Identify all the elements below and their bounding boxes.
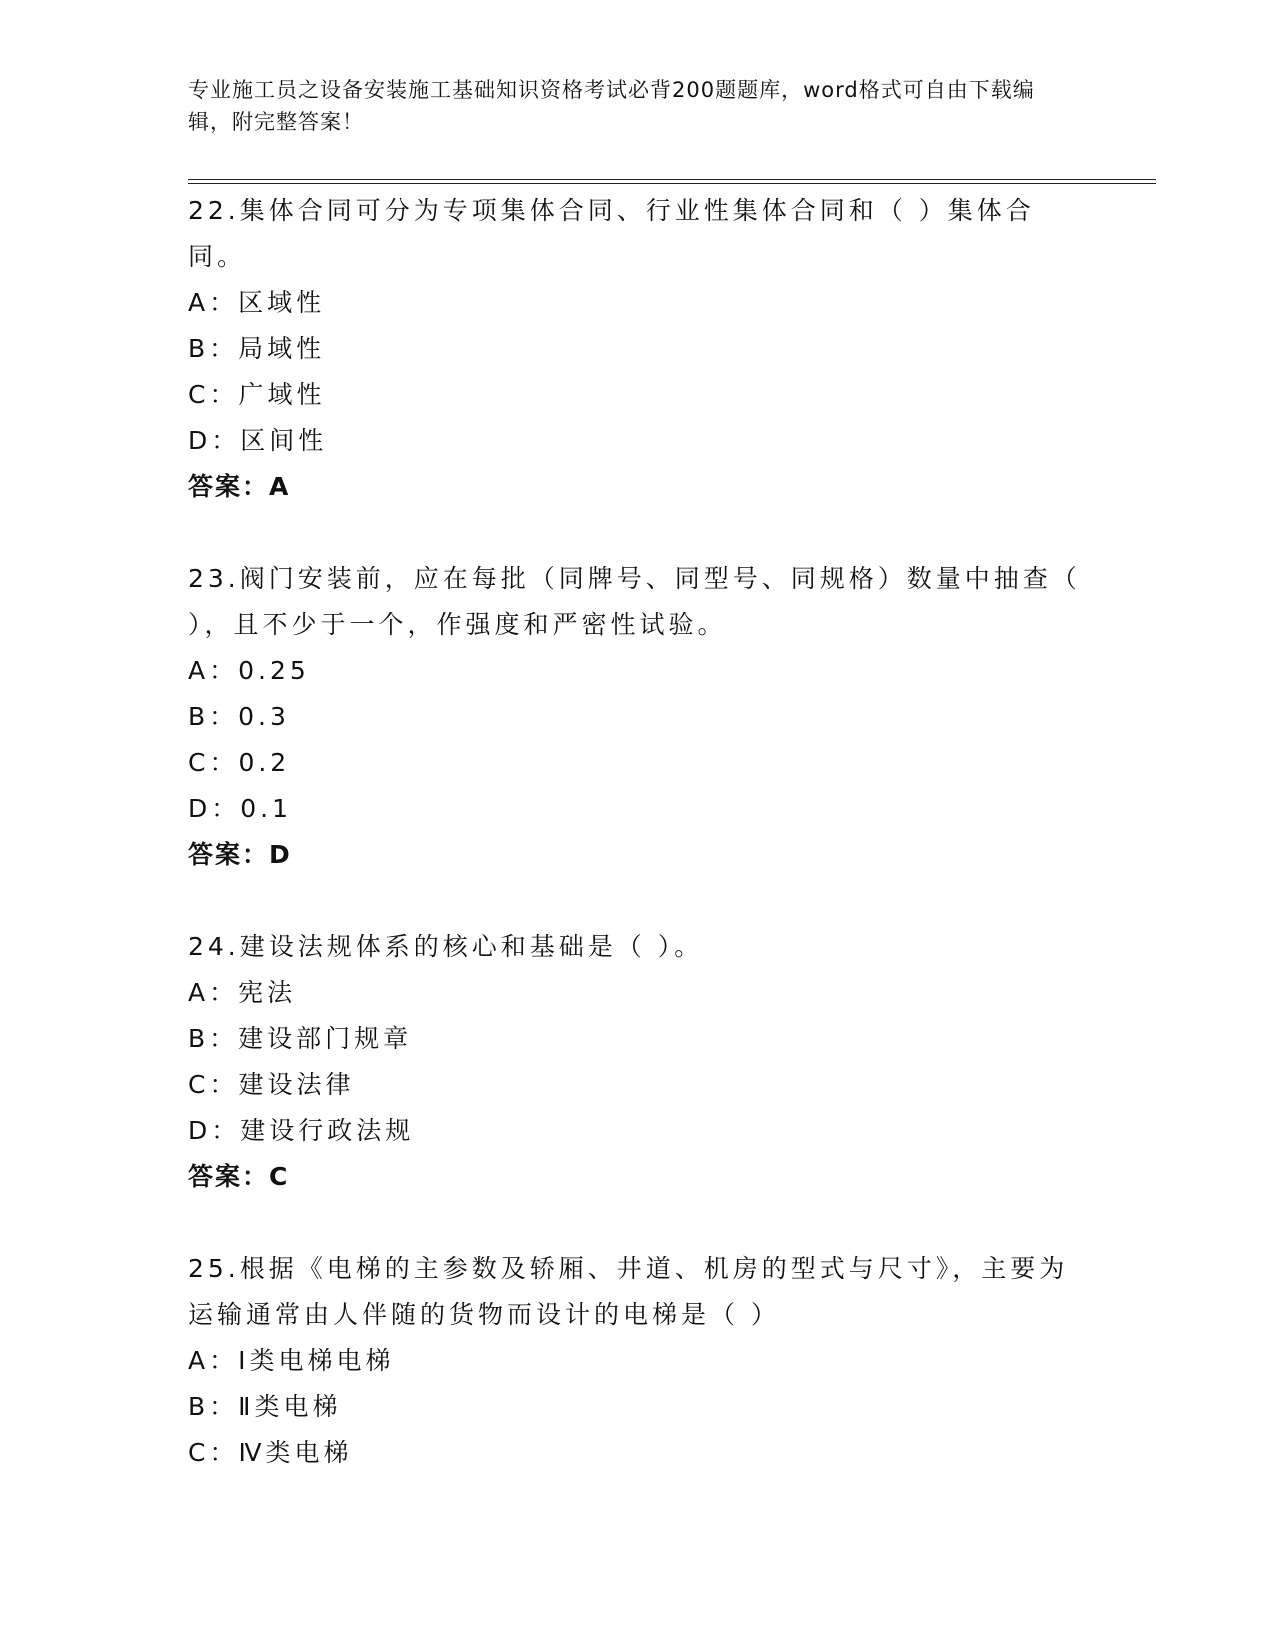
option-c: C：Ⅳ类电梯: [188, 1438, 353, 1467]
option-c: C：建设法律: [188, 1070, 355, 1099]
option-a: A：区域性: [188, 288, 326, 317]
option-c: C：广域性: [188, 380, 326, 409]
option-b: B：0.3: [188, 702, 290, 731]
question-22: [188, 188, 1088, 510]
document-header: 专业施工员之设备安装施工基础知识资格考试必背200题题库，word格式可自由下载编辑，附完整答案！: [188, 78, 1035, 134]
option-a: A：宪法: [188, 978, 297, 1007]
option-d: D：区间性: [188, 426, 328, 455]
option-d: D：0.1: [188, 794, 293, 823]
question-23: [188, 556, 1088, 878]
question-stem: 25.根据《电梯的主参数及轿厢、井道、机房的型式与尺寸》，主要为运输通常由人伴随的货物而设计的电梯是（ ）: [188, 1254, 1069, 1329]
option-b: B：局域性: [188, 334, 326, 363]
header-divider-bottom: [188, 183, 1156, 184]
option-d: D：建设行政法规: [188, 1116, 415, 1145]
option-a: A：0.25: [188, 656, 310, 685]
header-divider-top: [188, 179, 1156, 180]
question-list: [188, 188, 1088, 1522]
option-b: B：Ⅱ类电梯: [188, 1392, 342, 1421]
option-a: A：Ⅰ类电梯电梯: [188, 1346, 395, 1375]
question-stem: 24.建设法规体系的核心和基础是（ ）。: [188, 932, 704, 961]
question-24: [188, 924, 1088, 1200]
question-25: [188, 1246, 1088, 1476]
answer-line: 答案：A: [188, 472, 291, 501]
answer-line: 答案：D: [188, 840, 292, 869]
question-stem: 22.集体合同可分为专项集体合同、行业性集体合同和（ ）集体合同。: [188, 196, 1035, 271]
option-c: C：0.2: [188, 748, 291, 777]
question-stem: 23.阀门安装前，应在每批（同牌号、同型号、同规格）数量中抽查（ ），且不少于一个，作强度和严密性试验。: [188, 564, 1081, 639]
option-b: B：建设部门规章: [188, 1024, 413, 1053]
answer-line: 答案：C: [188, 1162, 290, 1191]
